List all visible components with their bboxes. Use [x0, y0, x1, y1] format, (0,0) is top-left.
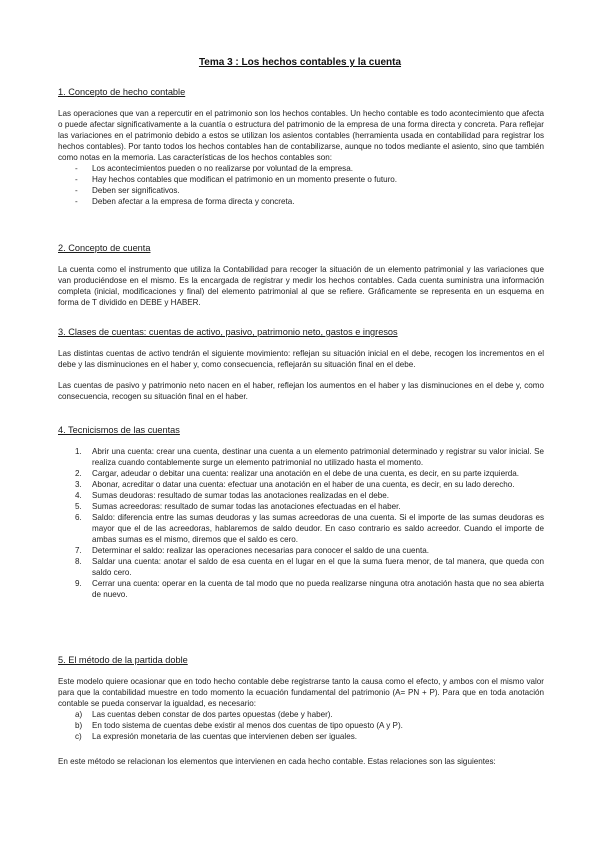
list-item: - Los acontecimientos pueden o no realizarse por voluntad de la empresa. [58, 163, 544, 174]
list-item: - Deben afectar a la empresa de forma directa y concreta. [58, 196, 544, 207]
section-heading: 5. El método de la partida doble [58, 655, 188, 665]
section-concepto-cuenta [58, 242, 544, 308]
list-item: 3. Abonar, acreditar o datar una cuenta: efectuar una anotación en el haber de una cuenta, es decir, en su lado derecho. [75, 480, 515, 489]
section-paragraph: Las distintas cuentas de activo tendrán el siguiente movimiento: reflejan su situación inicial en el debe, recogen los incrementos en el debe y las disminuciones en el haber y, como consecuencia, reflejarán su situación final en el debe. [58, 349, 544, 369]
section-paragraph: Las operaciones que van a repercutir en el patrimonio son los hechos contables. Un hecho contable es todo acontecimiento que afecta o puede afectar significativamente a la cuantía o estructura del patrimonio de la empresa de una forma directa y concreta. Para reflejar las variaciones en el patrimonio debido a estos se utilizan los asientos contables (herramienta usada en contabilidad para registrar los hechos contables). Por tanto todos los hechos contables han de contabilizarse, aunque no todos mediante el asiento, sino que también como notas en la memoria. Las características de los hechos contables son: [58, 109, 544, 162]
requirements-list [58, 709, 544, 742]
section-heading: 4. Tecnicismos de las cuentas [58, 425, 180, 435]
list-item: 7. Determinar el saldo: realizar las operaciones necesarias para conocer el saldo de una cuenta. [75, 546, 429, 555]
section-heading: 1. Concepto de hecho contable [58, 87, 186, 97]
section-heading: 3. Clases de cuentas: cuentas de activo, pasivo, patrimonio neto, gastos e ingresos [58, 327, 398, 337]
list-item: 9. Cerrar una cuenta: operar en la cuenta de tal modo que no pueda realizarse ninguna otra anotación hasta que no sea abierta de nuevo. [75, 579, 544, 599]
list-item: 5. Sumas acreedoras: resultado de sumar todas las anotaciones efectuadas en el haber. [75, 502, 401, 511]
section-clases-cuentas [58, 326, 544, 402]
section-tecnicismos [58, 424, 544, 600]
characteristics-list [58, 163, 544, 207]
section-heading: 2. Concepto de cuenta [58, 243, 151, 253]
list-item: - Deben ser significativos. [58, 185, 544, 196]
list-item: - Hay hechos contables que modifican el patrimonio en un momento presente o futuro. [58, 174, 544, 185]
section-paragraph: La cuenta como el instrumento que utiliza la Contabilidad para recoger la situación de un elemento patrimonial y las variaciones que van produciéndose en el mismo. Es la encargada de registrar y medir los hechos contables. Cada cuenta suministra una información completa (inicial, modificaciones y final) del elemento patrimonial al que se refiere. Gráficamente se representa en un esquema en forma de T dividido en DEBE y HABER. [58, 265, 544, 307]
list-item: b) En todo sistema de cuentas debe existir al menos dos cuentas de tipo opuesto (A y P). [75, 721, 403, 730]
section-hecho-contable [58, 86, 544, 207]
tecnicismos-list [58, 446, 544, 600]
section-paragraph: Las cuentas de pasivo y patrimonio neto nacen en el haber, reflejan los aumentos en el haber y las disminuciones en el debe y, como consecuencia, recogen su situación final en el haber. [58, 381, 544, 401]
list-item: 2. Cargar, adeudar o debitar una cuenta: realizar una anotación en el debe de una cuenta, es decir, en su parte izquierda. [75, 469, 520, 478]
section-partida-doble [58, 654, 544, 767]
section-paragraph: En este método se relacionan los elementos que intervienen en cada hecho contable. Estas relaciones son las siguientes: [58, 757, 496, 766]
document-title: Tema 3 : Los hechos contables y la cuenta [198, 57, 402, 68]
list-item: a) Las cuentas deben constar de dos partes opuestas (debe y haber). [75, 710, 333, 719]
section-paragraph: Este modelo quiere ocasionar que en todo hecho contable debe registrarse tanto la causa como el efecto, y ambos con el mismo valor para que la contabilidad muestre en todo momento la ecuación fundamental del patrimonio (A= PN + P). Para que en toda anotación contable se pueda conservar la igualdad, es necesario: [58, 677, 544, 708]
list-item: 1. Abrir una cuenta: crear una cuenta, destinar una cuenta a un elemento patrimonial determinado y registrar su valor inicial. Se realiza cuando contablemente surge un elemento patrimonial no utilizado hasta el momento. [75, 447, 544, 467]
list-item: 4. Sumas deudoras: resultado de sumar todas las anotaciones realizadas en el debe. [75, 491, 389, 500]
list-item: c) La expresión monetaria de las cuentas que intervienen deben ser iguales. [75, 732, 358, 741]
list-item: 6. Saldo: diferencia entre las sumas deudoras y las sumas acreedoras de una cuenta. Si el importe de las sumas deudoras es mayor que el de las acreedoras, hablaremos de saldo deudor. En caso contrario es saldo acreedor. Cuando el importe de ambas sumas es el mismo, diremos que el saldo es cero. [75, 513, 544, 544]
list-item: 8. Saldar una cuenta: anotar el saldo de esa cuenta en el lugar en el que la suma fuera menor, de tal manera, que queda con saldo cero. [75, 557, 544, 577]
